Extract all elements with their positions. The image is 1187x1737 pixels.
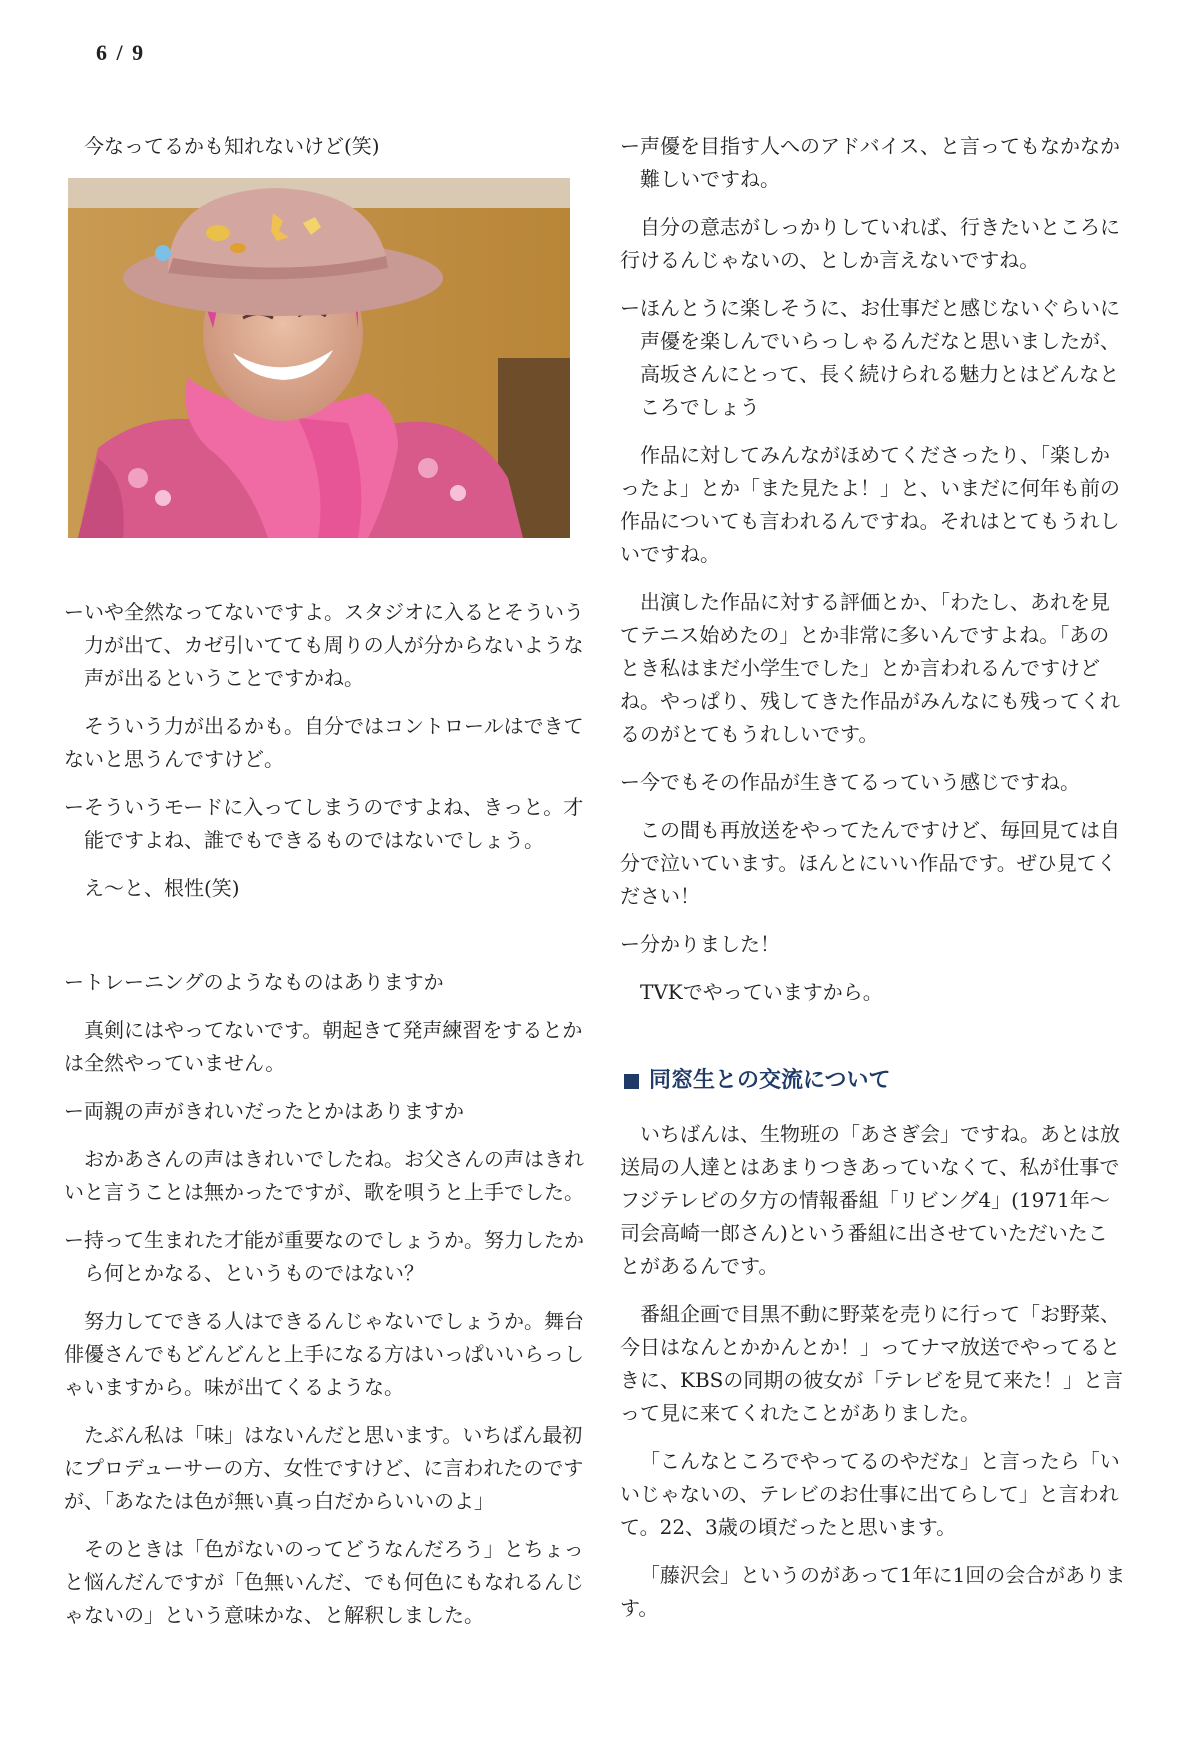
paragraph: ー両親の声がきれいだったとかはありますか	[64, 1099, 464, 1123]
paragraph: 努力してできる人はできるんじゃないでしょうか。舞台俳優さんでもどんどんと上手になる方はいっぱいいらっしゃいますから。味が出てくるような。	[64, 1309, 584, 1399]
paragraph: ーそういうモードに入ってしまうのですよね、きっと。才能ですよね、誰でもできるものではないでしょう。	[64, 795, 584, 852]
paragraph: ートレーニングのようなものはありますか	[64, 970, 444, 994]
section-heading	[620, 1064, 1126, 1098]
paragraph: 自分の意志がしっかりしていれば、行きたいところに行けるんじゃないの、としか言えないですね。	[620, 215, 1120, 272]
right-column	[620, 130, 1126, 1640]
paragraph: TVKでやっていますから。	[640, 980, 883, 1004]
paragraph: ー今でもその作品が生きてるっていう感じですね。	[620, 770, 1080, 794]
interview-photo	[68, 178, 570, 538]
square-bullet-icon	[624, 1074, 639, 1089]
paragraph: ー持って生まれた才能が重要なのでしょうか。努力したから何とかなる、というものではない？	[64, 1228, 584, 1285]
paragraph: 「こんなところでやってるのやだな」と言ったら「いいじゃないの、テレビのお仕事に出てらして」と言われて。22、3歳の頃だったと思います。	[620, 1449, 1120, 1539]
paragraph: たぶん私は「味」はないんだと思います。いちばん最初にプロデューサーの方、女性ですけど、に言われたのですが、「あなたは色が無い真っ白だからいいのよ」	[64, 1423, 584, 1513]
paragraph: 番組企画で目黒不動に野菜を売りに行って「お野菜、今日はなんとかかんとか！」ってナマ放送でやってるときに、KBSの同期の彼女が「テレビを見て来た！」と言って見に来てくれたことがありました。	[620, 1302, 1123, 1425]
paragraph: おかあさんの声はきれいでしたね。お父さんの声はきれいと言うことは無かったですが、歌を唄うと上手でした。	[64, 1147, 584, 1204]
paragraph: 今なってるかも知れないけど(笑)	[84, 134, 380, 158]
paragraph: 作品に対してみんながほめてくださったり、「楽しかったよ」とか「また見たよ！」と、いまだに何年も前の作品についても言われるんですね。それはとてもうれしいですね。	[620, 443, 1120, 566]
paragraph: ー声優を目指す人へのアドバイス、と言ってもなかなか難しいですね。	[620, 134, 1120, 191]
photo-illustration	[68, 178, 570, 538]
section-heading-text: 同窓生との交流について	[649, 1068, 891, 1093]
paragraph: 「藤沢会」というのがあって1年に1回の会合があります。	[620, 1563, 1126, 1620]
paragraph: そういう力が出るかも。自分ではコントロールはできてないと思うんですけど。	[64, 714, 584, 771]
paragraph: そのときは「色がないのってどうなんだろう」とちょっと悩んだんですが「色無いんだ、でも何色にもなれるんじゃないの」という意味かな、と解釈しました。	[64, 1537, 584, 1627]
paragraph: 真剣にはやってないです。朝起きて発声練習をするとかは全然やっていません。	[64, 1018, 583, 1075]
paragraph: ー分かりました！	[620, 932, 780, 956]
paragraph: ーいや全然なってないですよ。スタジオに入るとそういう力が出て、カゼ引いてても周りの人が分からないような声が出るということですかね。	[64, 600, 584, 690]
left-column	[64, 130, 584, 1647]
paragraph: いちばんは、生物班の「あさぎ会」ですね。あとは放送局の人達とはあまりつきあっていなくて、私が仕事でフジテレビの夕方の情報番組「リビング4」(1971年～司会高崎一郎さん)という番組に出させていただいたことがあるんです。	[620, 1122, 1120, 1278]
paragraph: ーほんとうに楽しそうに、お仕事だと感じないぐらいに声優を楽しんでいらっしゃるんだなと思いましたが、高坂さんにとって、長く続けられる魅力とはどんなところでしょう	[620, 296, 1120, 419]
paragraph: え～と、根性(笑)	[84, 876, 240, 900]
paragraph: この間も再放送をやってたんですけど、毎回見ては自分で泣いています。ほんとにいい作品です。ぜひ見てください！	[620, 818, 1120, 908]
paragraph: 出演した作品に対する評価とか、「わたし、あれを見てテニス始めたの」とか非常に多いんですよね。「あのとき私はまだ小学生でした」とか言われるんですけどね。やっぱり、残してきた作品がみんなにも残ってくれるのがとてもうれしいです。	[620, 590, 1120, 746]
page-number: 6 / 9	[96, 40, 146, 65]
